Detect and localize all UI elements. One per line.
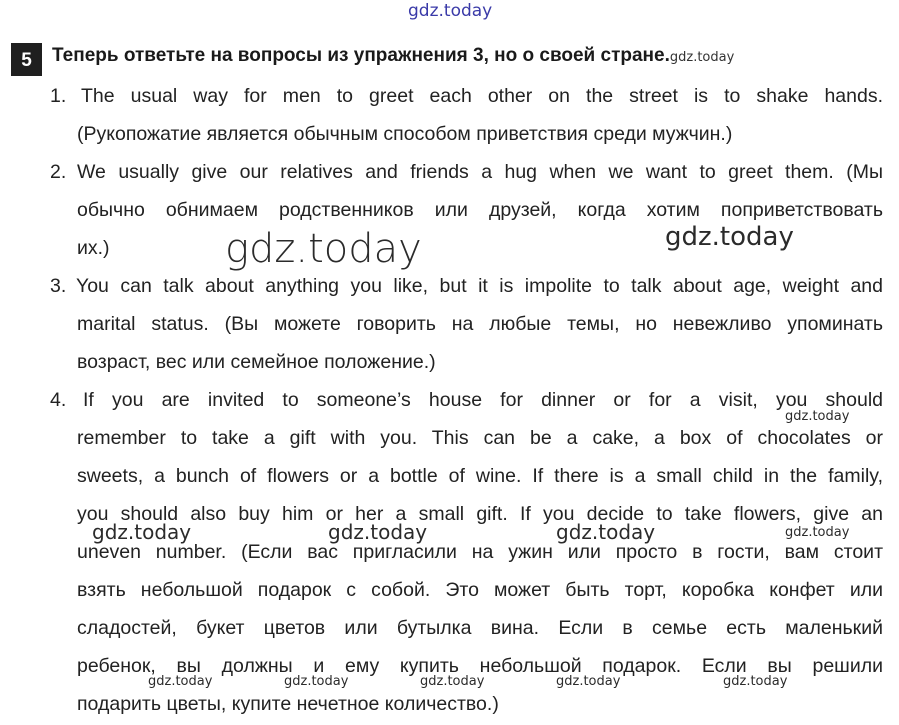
watermark-large: gdz.today bbox=[225, 226, 422, 272]
watermark-small: gdz.today bbox=[556, 674, 621, 689]
answer-line: sweets, a bunch of flowers or a bottle of wine. If there is a small child in the family, bbox=[77, 465, 883, 487]
exercise-instruction bbox=[52, 45, 734, 67]
answer-line: If you are invited to someone’s house for dinner or for a visit, you should bbox=[83, 389, 883, 411]
watermark-medium: gdz.today bbox=[665, 222, 794, 252]
exercise-instruction-text: Теперь ответьте на вопросы из упражнения 3, но о своей стране. bbox=[52, 45, 670, 66]
answer-line: взять небольшой подарок с собой. Это может быть торт, коробка конфет или bbox=[77, 579, 883, 601]
answer-line: сладостей, букет цветов или бутылка вина. Если в семье есть маленький bbox=[77, 617, 883, 639]
answer-line: их.) bbox=[77, 237, 110, 259]
watermark-inline: gdz.today bbox=[669, 50, 735, 65]
answer-line: The usual way for men to greet each other on the street is to shake hands. bbox=[81, 85, 883, 107]
answer-line: возраст, вес или семейное положение.) bbox=[77, 351, 436, 373]
answer-line: ребенок, вы должны и ему купить небольшой подарок. Если вы решили bbox=[77, 655, 883, 677]
watermark-small: gdz.today bbox=[328, 520, 428, 544]
watermark-small: gdz.today bbox=[723, 674, 788, 689]
answer-line: remember to take a gift with you. This can be a cake, a box of chocolates or bbox=[77, 427, 883, 449]
answer-number: 2. bbox=[50, 161, 67, 183]
exercise-number-badge: 5 bbox=[11, 43, 42, 76]
watermark-small: gdz.today bbox=[148, 674, 213, 689]
answer-line: you should also buy him or her a small gift. If you decide to take flowers, give an bbox=[77, 503, 883, 525]
answer-line: uneven number. (Если вас пригласили на ужин или просто в гости, вам стоит bbox=[77, 541, 883, 563]
answer-line: подарить цветы, купите нечетное количество.) bbox=[77, 693, 499, 715]
watermark-small: gdz.today bbox=[420, 674, 485, 689]
watermark-top: gdz.today bbox=[408, 1, 493, 21]
answer-line: обычно обнимаем родственников или друзей, когда хотим поприветствовать bbox=[77, 199, 883, 221]
watermark-small: gdz.today bbox=[785, 525, 850, 540]
answer-line: marital status. (Вы можете говорить на любые темы, но невежливо упоминать bbox=[77, 313, 883, 335]
answer-number: 3. bbox=[50, 275, 67, 297]
answer-line: (Рукопожатие является обычным способом приветствия среди мужчин.) bbox=[77, 123, 733, 145]
watermark-small: gdz.today bbox=[92, 520, 192, 544]
answer-number: 1. bbox=[50, 85, 67, 107]
watermark-small: gdz.today bbox=[785, 409, 850, 424]
watermark-small: gdz.today bbox=[284, 674, 349, 689]
answer-number: 4. bbox=[50, 389, 67, 411]
answer-line: You can talk about anything you like, but it is impolite to talk about age, weight and bbox=[76, 275, 883, 297]
answer-line: We usually give our relatives and friends a hug when we want to greet them. (Мы bbox=[77, 161, 883, 183]
watermark-small: gdz.today bbox=[556, 520, 656, 544]
